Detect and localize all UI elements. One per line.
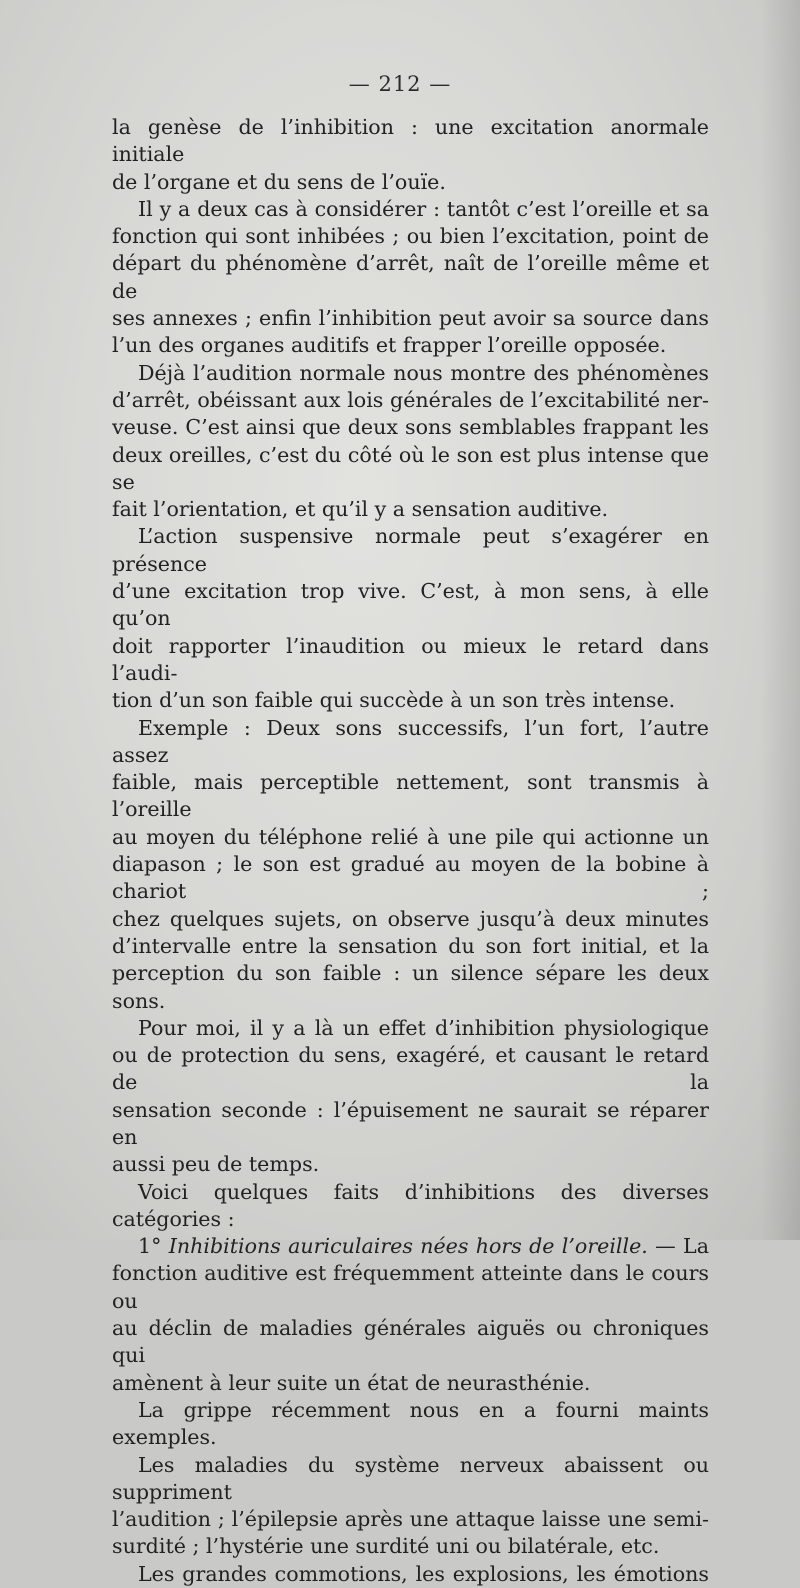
text-line: d’intervalle entre la sensation du son fort initial, et la xyxy=(112,933,709,958)
text-line: Il y a deux cas à considérer : tantôt c’est l’oreille et sa xyxy=(138,196,709,221)
paragraph xyxy=(112,1179,709,1234)
paragraph xyxy=(112,1397,709,1452)
text-line: au déclin de maladies générales aiguës ou chroniques qui xyxy=(112,1316,709,1368)
text-line: ses annexes ; enfin l’inhibition peut avoir sa source dans xyxy=(112,306,709,331)
text-line: fonction qui sont inhibées ; ou bien l’excitation, point de xyxy=(112,224,709,249)
text-line: au moyen du téléphone relié à une pile qui actionne un xyxy=(112,824,709,849)
section-heading-rest: — La xyxy=(647,1234,709,1259)
section-number: 1° xyxy=(138,1234,169,1259)
text-line xyxy=(112,1233,709,1260)
text-line: départ du phénomène d’arrêt, naît de l’oreille même et de xyxy=(112,251,709,303)
paragraph xyxy=(112,1233,709,1397)
text-line: fait l’orientation, et qu’il y a sensation auditive. xyxy=(112,497,609,522)
paragraph xyxy=(112,114,709,196)
paragraph xyxy=(112,1015,709,1179)
text-line: d’arrêt, obéissant aux lois générales de l’excitabilité ner- xyxy=(112,387,709,412)
text-line: deux oreilles, c’est du côté où le son est plus intense que se xyxy=(112,442,709,494)
text-line: doit rapporter l’inaudition ou mieux le retard dans l’audi- xyxy=(112,633,709,685)
section-heading: Inhibitions auriculaires nées hors de l’oreille. xyxy=(168,1234,648,1259)
text-line: Voici quelques faits d’inhibitions des diverses catégories : xyxy=(112,1179,709,1231)
text-line: chez quelques sujets, on observe jusqu’à deux minutes xyxy=(112,906,709,931)
paragraph xyxy=(112,1452,709,1561)
text-line: l’un des organes auditifs et frapper l’oreille opposée. xyxy=(112,333,667,358)
paragraph xyxy=(112,1561,709,1588)
text-line: Pour moi, il y a là un effet d’inhibition physiologique xyxy=(138,1015,709,1040)
text-line: Les grandes commotions, les explosions, les émotions xyxy=(138,1561,709,1586)
text-line: La grippe récemment nous en a fourni maints exemples. xyxy=(112,1397,709,1450)
text-line: Les maladies du système nerveux abaissent ou suppriment xyxy=(112,1452,709,1504)
paragraph xyxy=(112,715,709,1015)
text-line: la genèse de l’inhibition : une excitation anormale initiale xyxy=(112,115,709,167)
text-line: fonction auditive est fréquemment atteinte dans le cours ou xyxy=(112,1261,709,1313)
text-line: Déjà l’audition normale nous montre des phénomènes xyxy=(138,360,709,385)
text-line: amènent à leur suite un état de neurasthénie. xyxy=(112,1370,591,1395)
text-line: surdité ; l’hystérie une surdité uni ou bilatérale, etc. xyxy=(112,1534,660,1559)
text-line: d’une excitation trop vive. C’est, à mon sens, à elle qu’on xyxy=(112,579,709,631)
body-text xyxy=(112,114,709,1588)
text-line: faible, mais perceptible nettement, sont transmis à l’oreille xyxy=(112,770,709,822)
paragraph xyxy=(112,360,709,524)
text-line: L’action suspensive normale peut s’exagérer en présence xyxy=(112,524,709,576)
text-line: de l’organe et du sens de l’ouïe. xyxy=(112,169,446,194)
paragraph xyxy=(112,523,709,714)
text-line: tion d’un son faible qui succède à un son très intense. xyxy=(112,688,676,713)
text-line: sensation seconde : l’épuisement ne saurait se réparer en xyxy=(112,1097,709,1149)
text-line: veuse. C’est ainsi que deux sons semblables frappant les xyxy=(112,415,709,440)
text-line: diapason ; le son est gradué au moyen de la bobine à chariot ; xyxy=(112,852,709,904)
text-line: ou de protection du sens, exagéré, et causant le retard de la xyxy=(112,1043,709,1095)
text-line: aussi peu de temps. xyxy=(112,1152,320,1177)
text-line: Exemple : Deux sons successifs, l’un fort, l’autre assez xyxy=(112,715,709,767)
paragraph xyxy=(112,196,709,360)
text-line: l’audition ; l’épilepsie après une attaque laisse une semi- xyxy=(112,1507,709,1532)
text-line: perception du son faible : un silence sépare les deux sons. xyxy=(112,961,709,1013)
page-number: — 212 — xyxy=(348,72,452,96)
